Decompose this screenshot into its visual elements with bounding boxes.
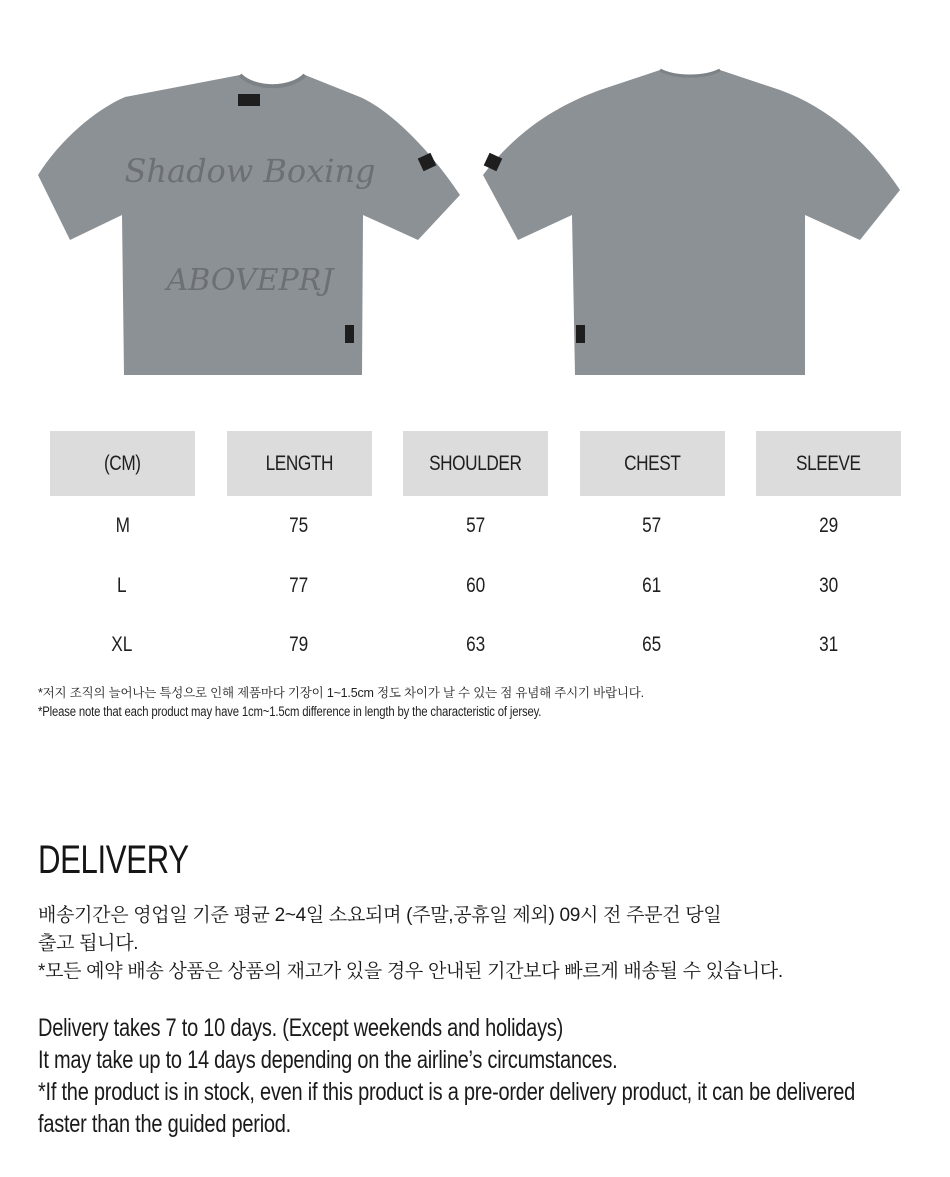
table-cell: 79 [289,632,309,656]
table-cell: 77 [289,573,309,597]
table-cell: 57 [642,514,662,537]
header-chest: CHEST [580,431,725,496]
front-print-line2: ABOVEPRJ [166,263,334,298]
header-cm: (CM) [50,431,195,496]
delivery-ko-line: *모든 예약 배송 상품은 상품의 재고가 있을 경우 안내된 기간보다 빠르게 배송될 수 있습니다. [38,961,783,982]
table-cell: 61 [642,573,662,597]
delivery-ko-line: 출고 됩니다. [38,933,139,954]
table-row [34,496,917,556]
table-cell: XL [111,632,133,656]
table-row [34,556,917,615]
table-header-row [34,431,917,496]
table-cell: 29 [819,514,839,537]
table-cell: 60 [465,573,486,597]
t-shirt-front-image [38,75,460,375]
header-length: LENGTH [226,431,371,496]
delivery-title: DELIVERY [38,838,189,882]
table-cell: M [115,514,130,537]
table-cell: 63 [465,632,486,656]
header-shoulder: SHOULDER [403,431,548,496]
table-cell: 30 [819,573,839,597]
table-cell: L [117,573,128,597]
t-shirt-back-image [483,70,900,375]
delivery-english-text [38,1012,886,1140]
size-note-korean: *저지 조직의 늘어나는 특성으로 인해 제품마다 기장이 1~1.5cm 정도 차이가 날 수 있는 점 유념해 주시기 바랍니다. [38,686,644,700]
table-cell: 65 [642,632,662,656]
table-cell: 57 [465,514,486,537]
delivery-en-line: *If the product is in stock, even if this product is a pre-order delivery product, it can be delivered [38,1078,856,1106]
table-row [34,615,917,674]
size-note-english: *Please note that each product may have 1cm~1.5cm difference in length by the characteristic of jersey. [38,704,542,719]
delivery-en-line: It may take up to 14 days depending on the airline’s circumstances. [38,1046,618,1074]
delivery-en-line: Delivery takes 7 to 10 days. (Except weekends and holidays) [38,1014,564,1042]
delivery-ko-line: 배송기간은 영업일 기준 평균 2~4일 소요되며 (주말,공휴일 제외) 09시 전 주문건 당일 [38,905,722,926]
delivery-korean-text [38,902,783,986]
table-cell: 75 [289,514,309,537]
table-cell: 31 [819,632,839,656]
header-sleeve: SLEEVE [756,431,901,496]
product-photos [0,0,950,400]
front-print-line1: Shadow Boxing [124,152,376,190]
delivery-en-line: faster than the guided period. [38,1110,291,1138]
size-chart-table [34,431,917,674]
